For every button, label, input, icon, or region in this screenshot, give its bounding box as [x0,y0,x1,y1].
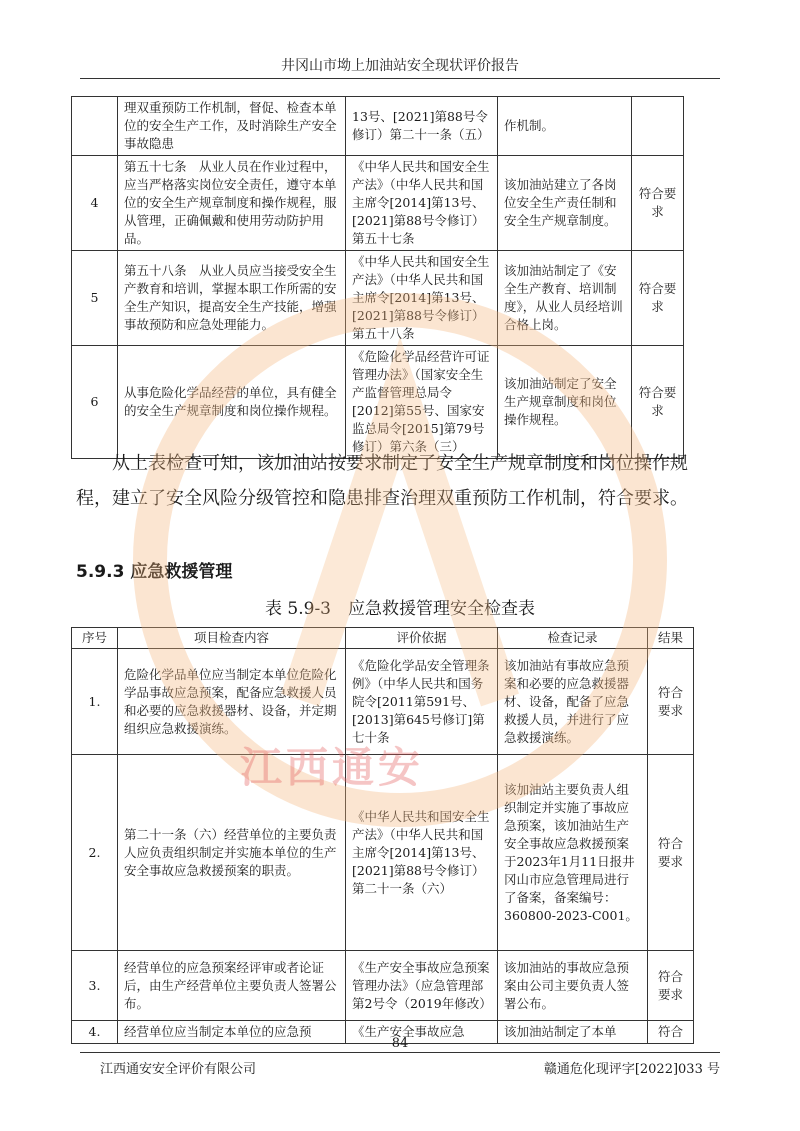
check-result: 符合要求 [648,755,694,951]
table-header-row [72,628,694,649]
check-content: 危险化学品单位应当制定本单位危险化学品事故应急预案，配备应急救援人员和必要的应急救援器材、设备，并定期组织应急救援演练。 [118,649,346,755]
table-row [72,755,694,951]
check-basis: 《生产安全事故应急预案管理办法》（应急管理部第2号令（2019年修改） [346,951,498,1021]
row-number: 3. [72,951,118,1021]
check-record: 该加油站有事故应急预案和必要的应急救援器材、设备，配备了应急救援人员，并进行了应急救援演练。 [498,649,648,755]
header-content: 项目检查内容 [118,628,346,649]
check-record: 该加油站的事故应急预案由公司主要负责人签署公布。 [498,951,648,1021]
header-no: 序号 [72,628,118,649]
check-result: 符合要求 [648,649,694,755]
check-record: 该加油站建立了各岗位安全生产责任制和安全生产规章制度。 [498,156,632,251]
check-result: 符合要求 [632,156,684,251]
check-basis: 《生产安全事故应急 [346,1021,498,1044]
check-content: 第五十七条 从业人员在作业过程中，应当严格落实岗位安全责任，遵守本单位的安全生产规章制度和操作规程，服从管理，正确佩戴和使用劳动防护用品。 [118,156,346,251]
check-basis: 13号、[2021]第88号令修订）第二十一条（五） [346,97,498,156]
header-basis: 评价依据 [346,628,498,649]
row-number: 6 [72,346,118,459]
check-result: 符合要求 [632,346,684,459]
row-number [72,97,118,156]
conclusion-paragraph: 从上表检查可知，该加油站按要求制定了安全生产规章制度和岗位操作规程，建立了安全风险分级管控和隐患排查治理双重预防工作机制，符合要求。 [76,453,688,509]
header-result: 结果 [648,628,694,649]
check-content: 从事危险化学品经营的单位，具有健全的安全生产规章制度和岗位操作规程。 [118,346,346,459]
emergency-rescue-checklist-table [71,627,694,1044]
check-record: 该加油站主要负责人组织制定并实施了事故应急预案，该加油站生产安全事故应急救援预案于2023年1月11日报井冈山市应急管理局进行了备案，备案编号：360800-2023-C001。 [498,755,648,951]
check-result: 符合要求 [632,251,684,346]
check-result: 符合要求 [648,951,694,1021]
page-footer [80,1052,720,1077]
checklist-table-continued [71,96,684,459]
check-result: 符合 [648,1021,694,1044]
table-row [72,649,694,755]
section-heading: 5.9.3 应急救援管理 [76,562,233,582]
check-basis: 《中华人民共和国安全生产法》（中华人民共和国主席令[2014]第13号、[2021]第88号令修订）第五十八条 [346,251,498,346]
table-row [72,97,684,156]
row-number: 1. [72,649,118,755]
row-number: 2. [72,755,118,951]
check-basis: 《中华人民共和国安全生产法》（中华人民共和国主席令[2014]第13号、[2021]第88号令修订）第五十七条 [346,156,498,251]
row-number: 5 [72,251,118,346]
check-record: 作机制。 [498,97,632,156]
check-record: 该加油站制定了安全生产规章制度和岗位操作规程。 [498,346,632,459]
check-content: 经营单位的应急预案经评审或者论证后，由生产经营单位主要负责人签署公布。 [118,951,346,1021]
watermark-text: 江西通安 [240,743,425,792]
footer-cert-number: 赣通危化现评字[2022]033 号 [543,1062,720,1077]
footer-company: 江西通安安全评价有限公司 [100,1062,257,1077]
page-number: 84 [391,1036,409,1051]
check-content: 第二十一条（六）经营单位的主要负责人应负责组织制定并实施本单位的生产安全事故应急救援预案的职责。 [118,755,346,951]
table-row [72,346,684,459]
check-result [632,97,684,156]
check-content: 第五十八条 从业人员应当接受安全生产教育和培训，掌握本职工作所需的安全生产知识，提高安全生产技能，增强事故预防和应急处理能力。 [118,251,346,346]
check-content: 理双重预防工作机制，督促、检查本单位的安全生产工作，及时消除生产安全事故隐患 [118,97,346,156]
table-caption: 表 5.9-3 应急救援管理安全检查表 [265,599,535,619]
check-content: 经营单位应当制定本单位的应急预 [118,1021,346,1044]
check-record: 该加油站制定了《安全生产教育、培训制度》，从业人员经培训合格上岗。 [498,251,632,346]
header-record: 检查记录 [498,628,648,649]
page-header [80,56,720,79]
check-basis: 《中华人民共和国安全生产法》（中华人民共和国主席令[2014]第13号、[2021]第88号令修订）第二十一条（六） [346,755,498,951]
check-basis: 《危险化学品经营许可证管理办法》（国家安全生产监督管理总局令[2012]第55号、国家安监总局令[2015]第79号修订）第六条（三） [346,346,498,459]
check-record: 该加油站制定了本单 [498,1021,648,1044]
row-number: 4 [72,156,118,251]
row-number: 4. [72,1021,118,1044]
header-title: 井冈山市坳上加油站安全现状评价报告 [281,58,519,74]
check-basis: 《危险化学品安全管理条例》（中华人民共和国务院令[2011第591号、[2013]第645号修订]第七十条 [346,649,498,755]
table-row [72,156,684,251]
table-row [72,251,684,346]
table-row [72,951,694,1021]
